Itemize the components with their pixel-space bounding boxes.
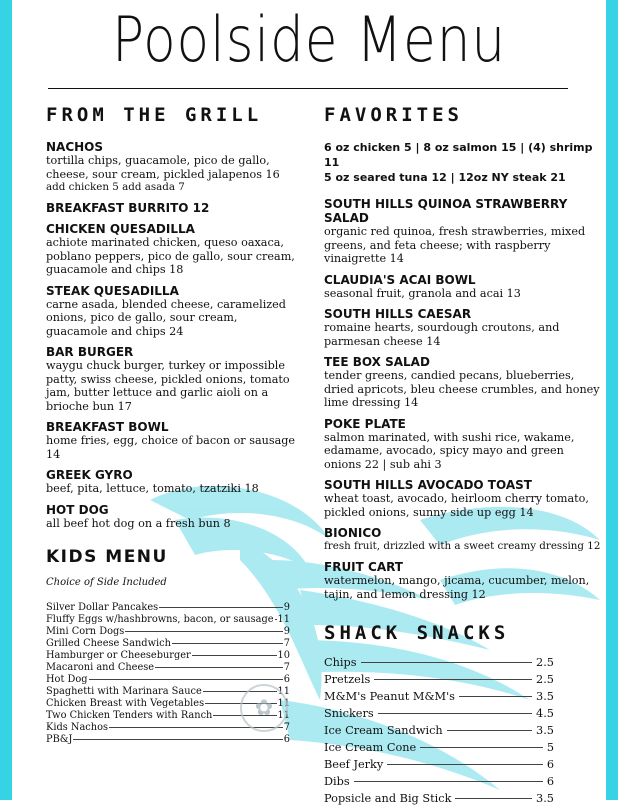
kids-item-price: 9 [283, 602, 290, 613]
item-description: romaine hearts, sourdough croutons, and parmesan cheese 14 [324, 321, 560, 348]
snack-name: Dibs [324, 775, 350, 788]
menu-item-acai-bowl [324, 273, 602, 301]
item-name: BAR BURGER [46, 345, 134, 359]
item-description: waygu chuck burger, turkey or impossible patty, swiss cheese, pickled onions, tomato jam, butter lettuce and garlic aioli on a brioche bun 17 [46, 359, 290, 413]
dot-leader [455, 798, 532, 799]
kids-item-name: PB&J [46, 734, 73, 745]
page-title: Poolside Menu [111, 3, 507, 76]
dot-leader [374, 679, 532, 680]
kids-item-name: Two Chicken Tenders with Ranch [46, 710, 213, 721]
grill-heading: FROM THE GRILL [46, 104, 263, 126]
kids-item-price: 6 [283, 734, 290, 745]
menu-item-caesar [324, 307, 602, 348]
dot-leader [73, 739, 282, 740]
item-description: wheat toast, avocado, heirloom cherry tomato, pickled onions, sunny side up egg 14 [324, 492, 589, 519]
kids-item [46, 674, 290, 686]
kids-item [46, 638, 290, 650]
dot-leader [361, 662, 532, 663]
snacks-list [324, 654, 602, 807]
kids-item-name: Silver Dollar Pancakes [46, 602, 159, 613]
kids-item-price: 7 [283, 638, 290, 649]
dot-leader [387, 764, 543, 765]
menu-item-breakfast-bowl [46, 420, 296, 461]
snack-item [324, 688, 554, 705]
favorites-heading: FAVORITES [324, 104, 463, 126]
club-crest-logo: ✿ [240, 684, 288, 732]
item-description: salmon marinated, with sushi rice, wakame, edamame, avocado, spicy mayo and green onions 22 | sub ahi 3 [324, 430, 575, 471]
snack-price: 3.5 [536, 724, 554, 737]
dot-leader [172, 643, 283, 644]
kids-item [46, 614, 290, 626]
item-name: TEE BOX SALAD [324, 355, 430, 369]
kids-item-name: Mini Corn Dogs [46, 626, 125, 637]
item-description: watermelon, mango, jicama, cucumber, melon, tajin, and lemon dressing 12 [324, 574, 590, 601]
item-name: NACHOS [46, 140, 104, 154]
snack-name: M&M's Peanut M&M's [324, 690, 455, 703]
snack-item [324, 722, 554, 739]
item-name: SOUTH HILLS AVOCADO TOAST [324, 478, 532, 492]
item-description: all beef hot dog on a fresh bun 8 [46, 516, 231, 530]
kids-item [46, 626, 290, 638]
item-description: fresh fruit, drizzled with a sweet creamy dressing 12 [324, 540, 601, 552]
dot-leader [459, 696, 532, 697]
protein-addons [324, 140, 602, 185]
menu-item-steak-quesadilla [46, 284, 296, 339]
snack-item [324, 756, 554, 773]
item-description: carne asada, blended cheese, caramelized onions, pico de gallo, sour cream, guacamole and chips 24 [46, 297, 286, 338]
kids-item-name: Hamburger or Cheeseburger [46, 650, 191, 661]
menu-item-tee-box-salad [324, 355, 602, 410]
dot-leader [378, 713, 532, 714]
menu-item-quinoa-salad [324, 197, 602, 266]
dot-leader [192, 655, 277, 656]
menu-item-breakfast-burrito [46, 201, 296, 215]
kids-item-price: 7 [283, 662, 290, 673]
snack-name: Snickers [324, 707, 374, 720]
dot-leader [447, 730, 532, 731]
menu-item-bar-burger [46, 345, 296, 413]
kids-item-price: 11 [277, 698, 290, 709]
snack-price: 3.5 [536, 792, 554, 805]
kids-item-price: 11 [277, 686, 290, 697]
snack-price: 2.5 [536, 673, 554, 686]
menu-item-fruit-cart [324, 560, 602, 601]
kids-item-price: 11 [277, 710, 290, 721]
item-name: BREAKFAST BOWL [46, 420, 169, 434]
item-name: BIONICO [324, 526, 382, 540]
kids-item-name: Kids Nachos [46, 722, 109, 733]
menu-item-chicken-quesadilla [46, 222, 296, 277]
snack-price: 2.5 [536, 656, 554, 669]
item-name: CLAUDIA'S ACAI BOWL [324, 272, 476, 287]
protein-line: 5 oz seared tuna 12 | 12oz NY steak 21 [324, 171, 566, 184]
protein-line: 6 oz chicken 5 | 8 oz salmon 15 | (4) shrimp 11 [324, 141, 593, 169]
snacks-heading: SHACK SNACKS [324, 622, 510, 644]
title-divider [48, 88, 568, 89]
menu-item-hot-dog [46, 503, 296, 531]
snack-name: Ice Cream Sandwich [324, 724, 443, 737]
snack-item [324, 739, 554, 756]
item-name: SOUTH HILLS QUINOA STRAWBERRY SALAD [324, 197, 568, 225]
item-name: BREAKFAST BURRITO 12 [46, 201, 210, 215]
snack-item [324, 773, 554, 790]
item-description: seasonal fruit, granola and acai 13 [324, 286, 521, 300]
dot-leader [89, 679, 283, 680]
snack-item [324, 671, 554, 688]
item-name: HOT DOG [46, 502, 109, 517]
kids-item-name: Macaroni and Cheese [46, 662, 155, 673]
kids-item-price: 6 [283, 674, 290, 685]
item-name: CHICKEN QUESADILLA [46, 222, 195, 236]
kids-item-name: Spaghetti with Marinara Sauce [46, 686, 202, 697]
dot-leader [125, 631, 282, 632]
snack-price: 5 [546, 741, 554, 754]
kids-item [46, 734, 290, 746]
snack-name: Pretzels [324, 673, 371, 686]
kids-item-name: Fluffy Eggs w/hashbrowns, bacon, or sausage [46, 614, 274, 625]
item-description: organic red quinoa, fresh strawberries, mixed greens, and feta cheese; with raspberry vinaigrette 14 [324, 225, 586, 265]
kids-item-name: Chicken Breast with Vegetables [46, 698, 205, 709]
snack-item [324, 705, 554, 722]
snack-item [324, 654, 554, 671]
item-name: FRUIT CART [324, 560, 403, 574]
item-description: tender greens, candied pecans, blueberries, dried apricots, bleu cheese crumbles, and honey lime dressing 14 [324, 369, 600, 409]
item-name: STEAK QUESADILLA [46, 283, 179, 298]
kids-item-price: 9 [283, 626, 290, 637]
kids-item-name: Hot Dog [46, 674, 88, 685]
snack-name: Popsicle and Big Stick [324, 792, 452, 805]
kids-item-name: Grilled Cheese Sandwich [46, 638, 171, 649]
menu-item-avocado-toast [324, 478, 602, 519]
item-description: achiote marinated chicken, queso oaxaca, poblano peppers, pico de gallo, sour cream, guacamole and chips 18 [46, 236, 295, 276]
snack-price: 6 [546, 758, 554, 771]
snack-name: Ice Cream Cone [324, 741, 417, 754]
item-description: home fries, egg, choice of bacon or sausage 14 [46, 434, 296, 461]
kids-item [46, 662, 290, 674]
right-column [324, 104, 602, 807]
kids-heading: KIDS MENU [46, 547, 168, 567]
dot-leader [155, 667, 283, 668]
dot-leader [354, 781, 543, 782]
item-name: GREEK GYRO [46, 468, 133, 482]
menu-item-greek-gyro [46, 468, 296, 496]
left-column [46, 104, 296, 746]
dot-leader [420, 747, 543, 748]
snack-price: 4.5 [536, 707, 554, 720]
item-addons: add chicken 5 add asada 7 [46, 181, 185, 193]
item-description: beef, pita, lettuce, tomato, tzatziki 18 [46, 482, 259, 495]
item-name: SOUTH HILLS CAESAR [324, 307, 472, 321]
dot-leader [159, 607, 283, 608]
snack-item [324, 790, 554, 807]
menu-item-poke-plate [324, 417, 602, 472]
snack-name: Chips [324, 656, 357, 669]
kids-item-price: 11 [277, 614, 290, 625]
kids-item-price: 10 [277, 650, 290, 661]
snack-name: Beef Jerky [324, 758, 384, 771]
kids-note: Choice of Side Included [46, 577, 167, 588]
kids-item [46, 602, 290, 614]
snack-price: 3.5 [536, 690, 554, 703]
menu-item-nachos [46, 140, 296, 194]
item-name: POKE PLATE [324, 416, 406, 431]
kids-item-price: 7 [283, 722, 290, 733]
menu-item-bionico [324, 526, 602, 553]
item-description: tortilla chips, guacamole, pico de gallo, cheese, sour cream, pickled jalapenos 16 [46, 154, 280, 181]
dot-leader [275, 619, 277, 620]
snack-price: 6 [546, 775, 554, 788]
kids-item [46, 650, 290, 662]
